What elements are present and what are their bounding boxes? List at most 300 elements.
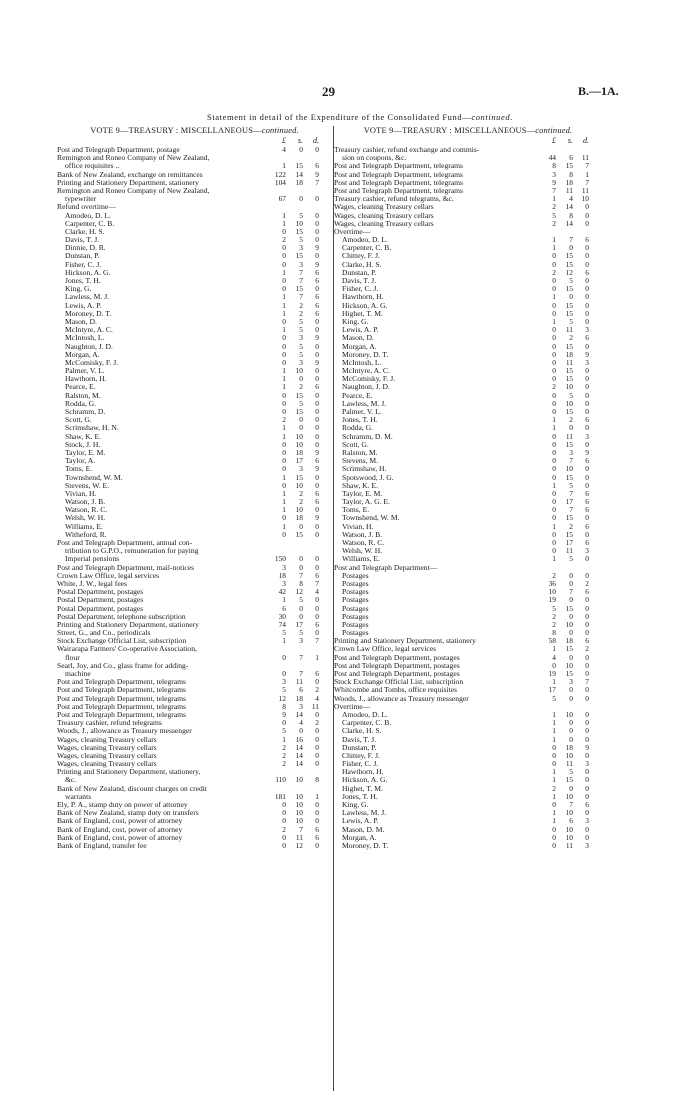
entry-row [334,596,602,604]
amount-pence: 7 [585,177,589,187]
amount-shillings: 15 [295,251,303,261]
amount-shillings: 7 [299,824,303,834]
amount-pence: 11 [581,185,589,195]
amount-shillings: 15 [295,472,303,482]
entry-description: Dunstan, P. [342,268,377,277]
amount-pounds: 0 [282,652,286,662]
amount-pence: 0 [315,529,319,539]
entry-description: Postal Department, postages [57,596,144,605]
entry-description: Toms, E. [342,506,370,515]
entry-row [334,785,602,793]
amount-pounds: 0 [552,488,556,498]
amount-pence: 6 [315,570,319,580]
amount-shillings: 0 [569,685,573,695]
amount-pence: 0 [585,513,589,523]
amount-shillings: 10 [565,709,573,719]
amount-shillings: 0 [569,783,573,793]
entry-description: Postages [342,596,369,605]
entry-row [57,752,332,760]
entry-description: King, G. [342,317,369,326]
amount-pence: 9 [315,169,319,179]
amount-pounds: 2 [552,619,556,629]
amount-pence: 0 [585,554,589,564]
amount-pence: 0 [585,652,589,662]
statement-heading-continued: continued. [471,112,513,122]
entry-row [334,547,602,555]
entry-description: Chittey, F. J. [342,252,380,261]
amount-shillings: 10 [295,816,303,826]
amount-pence: 6 [585,538,589,547]
amount-shillings: 6 [299,685,303,695]
amount-shillings: 15 [295,161,303,171]
entry-description: Post and Telegraph Department, postages [334,670,460,678]
pence-unit: d. [313,136,319,145]
entry-description: Post and Telegraph Department, telegrams [57,678,187,687]
amount-pence: 0 [315,759,319,769]
entry-row [57,424,332,432]
amount-pounds: 9 [282,709,286,719]
amount-pounds: 1 [282,325,286,335]
amount-pence: 9 [315,333,319,343]
entry-description: Fisher, C. J. [342,760,379,769]
entry-description: Bank of England, cost, power of attorney [57,825,183,834]
amount-shillings: 10 [295,218,303,228]
amount-shillings: 5 [299,325,303,335]
entry-row [57,236,332,244]
amount-pounds: 2 [552,382,556,392]
entry-description: Mason, D. [342,334,374,343]
amount-shillings: 0 [569,570,573,580]
amount-pounds: 0 [552,357,556,367]
entry-description: Morgan, A. [65,350,100,359]
entry-description: Overtime— [334,702,371,711]
amount-pounds: 2 [552,202,556,212]
entry-description: Mason, D. M. [342,825,385,834]
amount-shillings: 2 [569,415,573,425]
amount-pounds: 1 [552,808,556,818]
amount-shillings: 15 [565,161,573,171]
entry-description: Printing and Stationery Department, stationery [334,637,476,646]
entry-row [334,686,602,694]
entry-row [334,220,602,228]
entry-row [57,678,332,686]
amount-pounds: 0 [552,824,556,834]
amount-pounds: 2 [552,570,556,580]
amount-pounds: 1 [282,292,286,302]
amount-shillings: 18 [565,349,573,359]
amount-pounds: 1 [552,718,556,728]
entry-row [57,826,332,834]
amount-pence: 9 [585,349,589,359]
amount-pence: 9 [315,464,319,474]
amount-pence: 6 [585,235,589,245]
entry-description: Lewis, A. P. [65,301,102,310]
amount-pence: 0 [585,595,589,605]
amount-shillings: 0 [299,562,303,572]
amount-pounds: 0 [552,464,556,474]
amount-pounds: 7 [552,185,556,195]
entry-description: Davis, T. J. [342,735,377,744]
units-header-right [334,135,602,146]
entry-description: Morgan, A. [342,342,377,351]
amount-pence: 6 [585,636,589,646]
amount-pounds: 0 [552,349,556,359]
amount-pounds: 110 [275,775,286,785]
entry-row [334,162,602,170]
amount-pence: 0 [585,382,589,392]
entry-description: Moroney, D. T. [342,841,389,850]
entry-row [334,793,602,801]
entry-row [57,686,332,694]
entry-description: Hickson, A. G. [342,776,388,785]
amount-pence: 0 [585,210,589,220]
entry-row [57,572,332,580]
entry-row [334,408,602,416]
entry-description: Carpenter, C. B. [342,719,392,728]
entry-row [334,506,602,514]
entry-row [334,367,602,375]
amount-pence: 0 [315,374,319,384]
entry-row [334,302,602,310]
entry-row [57,416,332,424]
amount-pounds: 0 [282,529,286,539]
entry-description: Watson, J. B. [65,498,106,507]
amount-pence: 0 [585,669,589,678]
amount-pounds: 17 [548,685,556,695]
amount-pounds: 44 [548,153,556,163]
entry-row [57,187,332,195]
amount-shillings: 14 [565,218,573,228]
entry-row [334,179,602,187]
amount-shillings: 6 [569,153,573,163]
amount-shillings: 0 [299,145,303,154]
amount-shillings: 15 [565,775,573,785]
entry-row [57,776,332,784]
entry-row [57,334,332,342]
entry-row [57,277,332,285]
amount-shillings: 2 [299,300,303,310]
entry-row [57,326,332,334]
amount-pounds: 6 [282,603,286,613]
entry-description: Watson, R. C. [342,539,385,547]
amount-pence: 0 [315,284,319,294]
amount-pounds: 5 [552,693,556,703]
entry-row [57,195,332,203]
entry-description: Wages, cleaning Treasury cellars [57,743,157,752]
amount-pence: 0 [585,726,589,736]
amount-pounds: 74 [278,619,286,629]
entry-row [57,564,332,572]
amount-shillings: 3 [299,464,303,474]
entry-description: Taylor, E. M. [65,448,106,457]
amount-shillings: 15 [565,669,573,678]
entry-row [57,310,332,318]
amount-pence: 0 [315,341,319,351]
amount-pounds: 0 [282,447,286,457]
amount-shillings: 16 [295,734,303,744]
amount-pounds: 0 [282,398,286,408]
amount-pounds: 5 [282,685,286,695]
entry-row [57,179,332,187]
amount-pence: 0 [585,628,589,638]
amount-shillings: 10 [295,439,303,449]
amount-pence: 6 [315,669,319,678]
entry-description: tribution to G.P.O., remuneration for paying [65,547,199,556]
amount-shillings: 10 [565,660,573,670]
entry-description: Witheford, R. [65,530,107,539]
entry-description: Amodeo, D. L. [342,710,388,719]
amount-pounds: 3 [552,169,556,179]
entry-row [334,809,602,817]
amount-pence: 0 [585,398,589,408]
amount-pence: 0 [315,316,319,326]
entry-description: Spotswood, J. G. [342,473,394,482]
amount-pounds: 0 [552,742,556,752]
entry-row [334,719,602,727]
amount-pounds: 0 [552,750,556,760]
entry-row [334,539,602,547]
entry-row [57,744,332,752]
entry-description: Highet, T. M. [342,309,383,318]
entry-row [57,302,332,310]
amount-pence: 6 [315,161,319,171]
entry-row [334,285,602,293]
entry-row [334,645,602,653]
amount-shillings: 7 [569,456,573,466]
amount-pounds: 1 [282,210,286,220]
amount-pounds: 4 [552,652,556,662]
entry-description: Naughton, J. D. [65,342,113,351]
amount-pounds: 0 [552,546,556,556]
amount-shillings: 10 [295,775,303,785]
entry-description: Overtime— [334,227,371,236]
amount-pounds: 0 [282,800,286,809]
entry-description: Townshend, W. M. [65,473,123,482]
entry-description: flour [65,653,80,662]
amount-pence: 0 [315,742,319,752]
amount-pence: 0 [585,775,589,785]
entry-row [57,555,332,563]
amount-pounds: 0 [282,669,286,678]
amount-shillings: 3 [299,333,303,343]
entry-description: Dinnie, D. R. [65,244,106,253]
amount-pence: 0 [315,431,319,441]
entry-description: Street, G., and Co., periodicals [57,629,151,638]
amount-pence: 0 [585,472,589,482]
amount-pounds: 0 [282,333,286,343]
amount-pounds: 2 [282,415,286,425]
entry-row [334,154,602,162]
amount-shillings: 7 [569,488,573,498]
entry-row [57,482,332,490]
amount-pounds: 1 [282,423,286,433]
amount-shillings: 2 [569,521,573,531]
entry-row [334,293,602,301]
entry-row [334,776,602,784]
entry-description: Townshend, W. M. [342,514,400,523]
entry-row [57,162,332,170]
amount-pence: 4 [315,587,319,597]
amount-pence: 6 [315,308,319,318]
amount-pounds: 1 [552,415,556,425]
amount-pounds: 2 [552,783,556,793]
entry-row [334,768,602,776]
amount-pence: 0 [585,619,589,629]
amount-pence: 2 [585,578,589,588]
entry-description: Ralston, M. [342,448,378,457]
entry-row [334,261,602,269]
entry-row [334,605,602,613]
entry-row [57,736,332,744]
entry-row [57,490,332,498]
entry-row [57,375,332,383]
amount-pence: 0 [315,366,319,376]
entry-row [334,621,602,629]
amount-pence: 0 [315,218,319,228]
amount-pence: 0 [585,767,589,777]
amount-pounds: 0 [282,840,286,850]
amount-pence: 0 [315,603,319,613]
entry-description: Post and Telegraph Department, annual con- [57,539,193,547]
amount-pence: 0 [315,505,319,515]
entry-row [57,433,332,441]
document-reference: B.—1A. [578,84,619,98]
amount-shillings: 11 [565,185,573,195]
amount-shillings: 5 [569,390,573,400]
amount-shillings: 7 [569,800,573,809]
amount-pence: 6 [315,619,319,629]
amount-pence: 0 [315,235,319,245]
entry-description: Postages [342,612,369,621]
amount-shillings: 11 [565,840,573,850]
entry-row [57,408,332,416]
entry-description: Hickson, A. G. [65,268,111,277]
entry-row [334,834,602,842]
amount-pounds: 1 [282,161,286,171]
amount-pence: 6 [315,267,319,277]
amount-shillings: 7 [299,276,303,285]
entry-description: Mason, D. [65,317,97,326]
entry-row [57,842,332,850]
amount-shillings: 18 [295,447,303,457]
amount-shillings: 5 [569,480,573,490]
entry-row [57,703,332,711]
entry-row [57,588,332,596]
entry-row [334,326,602,334]
entry-description: Welsh, W. H. [65,514,106,523]
entry-row [57,252,332,260]
amount-pounds: 1 [552,554,556,564]
amount-shillings: 10 [565,398,573,408]
amount-pounds: 0 [552,660,556,670]
amount-shillings: 2 [299,308,303,318]
entry-row [334,359,602,367]
amount-pence: 0 [315,726,319,736]
amount-pence: 6 [315,832,319,842]
entry-description: Postal Department, telephone subscription [57,612,186,621]
amount-pence: 3 [585,816,589,826]
entry-description: warrants [65,792,92,801]
amount-shillings: 15 [565,529,573,539]
entry-description: Stevens, W. E. [65,481,110,490]
amount-pounds: 0 [552,538,556,547]
entry-row [57,621,332,629]
entry-row [334,392,602,400]
entry-description: Taylor, A. G. E. [342,498,390,507]
amount-pence: 6 [315,382,319,392]
amount-pounds: 3 [282,677,286,687]
amount-pence: 0 [585,529,589,539]
amount-pence: 2 [315,685,319,695]
amount-pounds: 0 [552,341,556,351]
amount-pounds: 5 [282,628,286,638]
entry-description: Postal Department, postages [57,604,144,613]
entry-description: Postages [342,588,369,597]
amount-pence: 0 [315,145,319,154]
amount-pounds: 12 [278,693,286,703]
right-entries [334,146,602,850]
entry-description: Remington and Roneo Company of New Zealand, [57,186,210,195]
amount-shillings: 7 [299,267,303,277]
amount-pence: 0 [585,300,589,310]
amount-shillings: 18 [295,693,303,703]
entry-description: Rodda, G. [342,424,374,433]
entry-description: Palmer, V. L. [342,408,382,416]
amount-shillings: 17 [565,538,573,547]
entry-description: McIntosh, L. [65,334,105,343]
amount-pence: 6 [585,587,589,597]
entry-row [334,449,602,457]
entry-row [334,277,602,285]
entry-description: Post and Telegraph Department, telegrams [57,710,187,719]
amount-pence: 7 [315,177,319,187]
amount-shillings: 7 [299,292,303,302]
entry-row [334,383,602,391]
entry-row [334,514,602,522]
amount-pence: 0 [315,595,319,605]
units-header-left [57,135,332,146]
amount-shillings: 15 [565,374,573,384]
amount-pence: 6 [585,415,589,425]
entry-row [57,670,332,678]
entry-description: Postages [342,571,369,580]
entry-row [334,564,602,572]
entry-row [57,441,332,449]
amount-pounds: 1 [282,497,286,507]
amount-pounds: 1 [552,726,556,736]
entry-row [334,637,602,645]
amount-pence: 0 [585,439,589,449]
amount-pence: 0 [315,251,319,261]
amount-pounds: 8 [552,628,556,638]
entry-row [334,171,602,179]
amount-pounds: 0 [552,505,556,515]
amount-pounds: 1 [282,218,286,228]
entry-row [57,285,332,293]
entry-row [57,662,332,670]
amount-pence: 0 [315,439,319,449]
entry-description: Remington and Roneo Company of New Zealand, [57,154,210,163]
entry-description: King, G. [342,801,369,809]
entry-description: Stock Exchange Official List, subscription [57,637,187,646]
amount-shillings: 7 [299,570,303,580]
amount-pounds: 0 [282,341,286,351]
amount-shillings: 0 [569,292,573,302]
amount-shillings: 0 [299,194,303,204]
amount-pounds: 0 [282,349,286,359]
entry-row [57,531,332,539]
entry-description: Postages [342,604,369,613]
